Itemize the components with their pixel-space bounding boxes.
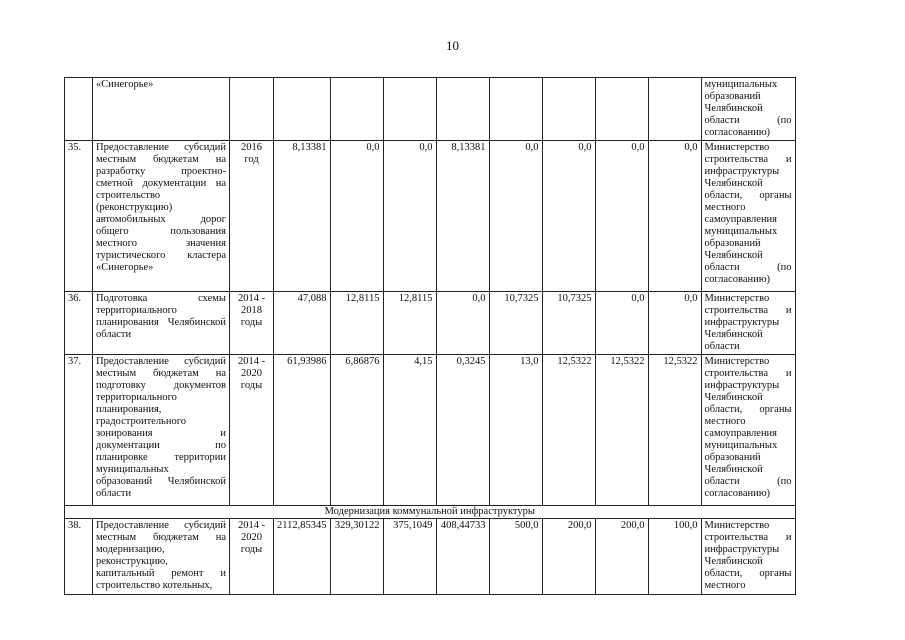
responsible-cell: Министерство строительства и инфраструктуры Челябинской области, органы местного самоуправления муниципальных образований Челябинской области (по согласованию) bbox=[701, 141, 795, 292]
program-table bbox=[64, 77, 796, 595]
value-cell: 408,44733 bbox=[436, 519, 489, 595]
activity-name-cell: Предоставление субсидий местным бюджетам на разработку проектно-сметной документации на строительство (реконструкцию) автомобильных дорог общего пользования местного значения туристического кластера «Синегорье» bbox=[93, 141, 230, 292]
value-cell: 2112,85345 bbox=[274, 519, 331, 595]
years-cell: 2016 год bbox=[230, 141, 274, 292]
value-cell: 8,13381 bbox=[436, 141, 489, 292]
table-row bbox=[65, 519, 796, 595]
value-cell bbox=[330, 78, 383, 141]
years-cell bbox=[230, 78, 274, 141]
responsible-cell: Министерство строительства и инфраструктуры Челябинской области, органы местного самоуправления муниципальных образований Челябинской области (по согласованию) bbox=[701, 355, 795, 506]
value-cell: 0,0 bbox=[330, 141, 383, 292]
section-header-row bbox=[65, 506, 796, 519]
value-cell: 10,7325 bbox=[489, 292, 542, 355]
value-cell: 0,0 bbox=[489, 141, 542, 292]
responsible-cell: муниципальных образований Челябинской области (по согласованию) bbox=[701, 78, 795, 141]
value-cell: 6,86876 bbox=[330, 355, 383, 506]
value-cell: 8,13381 bbox=[274, 141, 331, 292]
value-cell: 200,0 bbox=[542, 519, 595, 595]
value-cell: 13,0 bbox=[489, 355, 542, 506]
value-cell: 10,7325 bbox=[542, 292, 595, 355]
value-cell: 329,30122 bbox=[330, 519, 383, 595]
row-number-cell: 37. bbox=[65, 355, 93, 506]
years-cell: 2014 - 2018 годы bbox=[230, 292, 274, 355]
row-number-cell: 35. bbox=[65, 141, 93, 292]
value-cell: 375,1049 bbox=[383, 519, 436, 595]
value-cell: 12,5322 bbox=[595, 355, 648, 506]
activity-name-cell: Подготовка схемы территориального планирования Челябинской области bbox=[93, 292, 230, 355]
row-number-cell bbox=[65, 78, 93, 141]
value-cell: 100,0 bbox=[648, 519, 701, 595]
value-cell bbox=[489, 78, 542, 141]
value-cell: 12,8115 bbox=[383, 292, 436, 355]
value-cell: 12,8115 bbox=[330, 292, 383, 355]
value-cell: 0,0 bbox=[648, 141, 701, 292]
row-number-cell: 38. bbox=[65, 519, 93, 595]
value-cell bbox=[274, 78, 331, 141]
value-cell: 0,0 bbox=[436, 292, 489, 355]
value-cell: 12,5322 bbox=[648, 355, 701, 506]
value-cell: 0,0 bbox=[595, 141, 648, 292]
activity-name-cell: Предоставление субсидий местным бюджетам на подготовку документов территориального планирования, градостроительного зонирования и документации по планировке территории муниципальных образований Челябинской области bbox=[93, 355, 230, 506]
value-cell: 0,0 bbox=[542, 141, 595, 292]
value-cell: 0,0 bbox=[383, 141, 436, 292]
value-cell: 0,0 bbox=[648, 292, 701, 355]
responsible-cell: Министерство строительства и инфраструктуры Челябинской области, органы местного bbox=[701, 519, 795, 595]
row-number-cell: 36. bbox=[65, 292, 93, 355]
value-cell: 4,15 bbox=[383, 355, 436, 506]
table-row bbox=[65, 141, 796, 292]
value-cell: 200,0 bbox=[595, 519, 648, 595]
value-cell: 47,088 bbox=[274, 292, 331, 355]
activity-name-cell: Предоставление субсидий местным бюджетам на модернизацию, реконструкцию, капитальный ремонт и строительство котельных, bbox=[93, 519, 230, 595]
table-row bbox=[65, 292, 796, 355]
responsible-cell: Министерство строительства и инфраструктуры Челябинской области bbox=[701, 292, 795, 355]
value-cell bbox=[648, 78, 701, 141]
value-cell bbox=[542, 78, 595, 141]
value-cell: 500,0 bbox=[489, 519, 542, 595]
value-cell bbox=[436, 78, 489, 141]
value-cell: 61,93986 bbox=[274, 355, 331, 506]
value-cell: 0,3245 bbox=[436, 355, 489, 506]
value-cell: 0,0 bbox=[595, 292, 648, 355]
table-row bbox=[65, 355, 796, 506]
value-cell bbox=[595, 78, 648, 141]
value-cell: 12,5322 bbox=[542, 355, 595, 506]
activity-name-cell: «Синегорье» bbox=[93, 78, 230, 141]
page-number: 10 bbox=[446, 38, 459, 53]
years-cell: 2014 - 2020 годы bbox=[230, 519, 274, 595]
section-title: Модернизация коммунальной инфраструктуры bbox=[65, 506, 796, 519]
years-cell: 2014 - 2020 годы bbox=[230, 355, 274, 506]
value-cell bbox=[383, 78, 436, 141]
table-row-continued bbox=[65, 78, 796, 141]
